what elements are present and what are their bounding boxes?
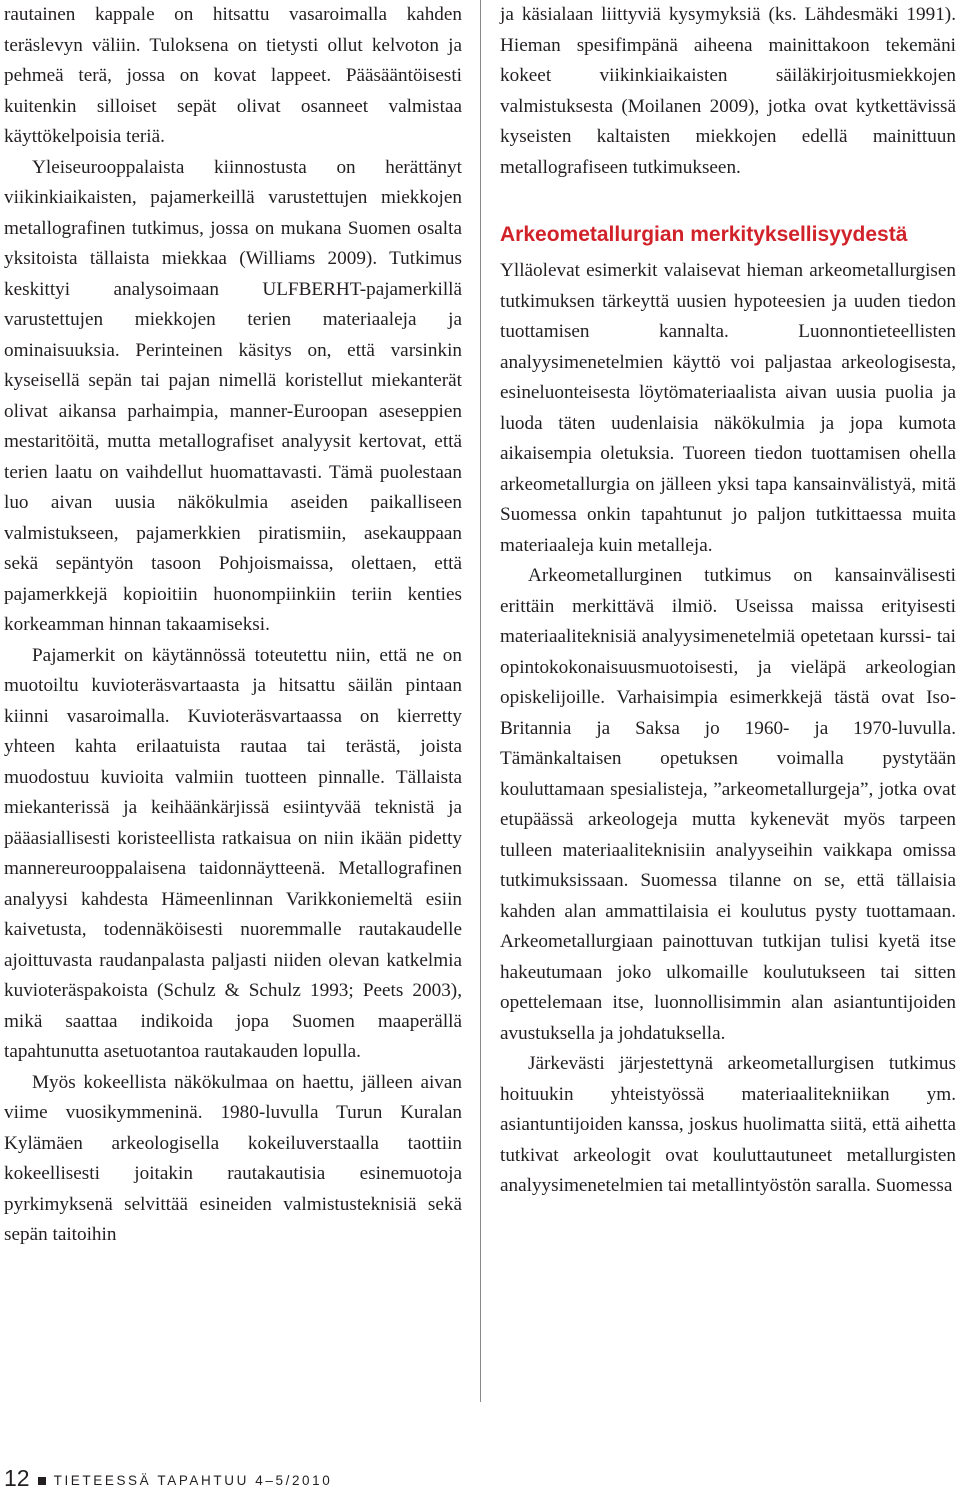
left-column [4, 0, 462, 1251]
paragraph: ja käsialaan liittyviä kysymyksiä (ks. Lähdesmäki 1991). Hieman spesifimpänä aiheena mainittakoon tekemäni kokeet viikinkiaikaisten säiläkirjoitusmiekkojen valmistuksesta (Moilanen 2009), jotka ovat kytkettävissä kyseisten kaltaisten miekkojen edellä mainittuun metallografiseen tutkimukseen. [500, 4, 956, 178]
page-number: 12 [4, 1465, 30, 1491]
paragraph: Arkeometallurginen tutkimus on kansainvälisesti erittäin merkittävä ilmiö. Useissa maissa erityisesti materiaaliteknisiä analyysimenetelmiä opetetaan kurssi- tai opintokokonaisuusmuotoisesti, ja vieläpä arkeologian opiskelijoille. Varhaisimpia esimerkkejä tästä ovat Iso-Britannia ja Saksa jo 1960- ja 1970-luvulla. Tämänkaltaisen opetuksen voimalla pystytään kouluttamaan spesialisteja, ”arkeometallurgeja”, jotka ovat etupäässä arkeologeja mutta kykenevät myös tarpeen tulleen materiaaliteknisiin analyyseihin vaikkapa omissa tutkimuksissaan. Suomessa tilanne on se, että tällaisia kahden alan ammattilaisia ei koulutus pysty tuottamaan. Arkeometallurgiaan painottuvan tutkijan tulisi kyetä itse hakeutumaan joko ulkomaille koulutukseen tai sitten opettelemaan itse, luonnollisimmin alan asiantuntijoiden avustuksella ja johdatuksella. [500, 565, 956, 1044]
paragraph: rautainen kappale on hitsattu vasaroimalla kahden teräslevyn väliin. Tuloksena on tietysti ollut kelvoton ja pehmeä terä, jossa on kovat lappeet. Pääsääntöisesti kuitenkin silloiset sepät olivat osanneet valmistaa käyttökelpoisia teriä. [4, 4, 462, 147]
paragraph: Pajamerkit on käytännössä toteutettu niin, että ne on muotoiltu kuvioteräsvartaasta ja hitsattu säilän pintaan kiinni vasaroimalla. Kuvioteräsvartaassa on kierretty yhteen kahta erilaatuista rautaa tai terästä, joista muodostuu kuvioita valmiin tuotteen pinnalle. Tällaista miekanterissä ja keihäänkärjissä esiintyvää teknistä ja pääasiallisesti koristeellista ratkaisua on niin ikään pidetty mannereurooppalaisena taidonnäytteenä. Metallografinen analyysi kahdesta Hämeenlinnan Varikkoniemeltä esiin kaivetusta, todennäköisesti nuoremmalle rautakaudelle ajoittuvasta raudanpalasta paljasti niiden olevan katkelmia kuvioteräspakoista (Schulz & Schulz 1993; Peets 2003), mikä saattaa indikoida jopa Suomen maaperällä tapahtunutta asetuotantoa rautakauden lopulla. [4, 644, 462, 1062]
right-column [500, 0, 956, 1202]
paragraph: Myös kokeellista näkökulmaa on haettu, jälleen aivan viime vuosikymmeninä. 1980-luvulla Turun Kuralan Kylämäen arkeologisella kokeiluverstaalla taottiin kokeellisesti joitakin rautakautisia esinemuotoja pyrkimyksenä selvittää esineiden valmistusteknisiä sekä sepän taitoihin [4, 1071, 462, 1245]
paragraph: Ylläolevat esimerkit valaisevat hieman arkeometallurgisen tutkimuksen tärkeyttä uusien hypoteesien ja uuden tiedon tuottamisen kannalta. Luonnontieteellisten analyysimenetelmien käyttö voi paljastaa arkeologisesta, esineluonteisesta löytömateriaalista aivan uusia puolia ja luoda täten uudenlaisia näkökulmia ja jopa kumota aikaisempia oletuksia. Tuoreen tiedon tuottamisen ohella arkeometallurgia on jälleen yksi tapa kansainvälistyä, mitä Suomessa onkin tapahtunut jo paljon tutkittaessa muita materiaaleja kuin metalleja. [500, 260, 956, 556]
magazine-issue: TIETEESSÄ TAPAHTUU 4–5/2010 [53, 1472, 333, 1488]
paragraph: Järkevästi järjestettynä arkeometallurgisen tutkimus hoituukin yhteistyössä materiaalitekniikan ym. asiantuntijoiden kanssa, joskus huolimatta siitä, että aihetta tutkivat arkeologit ovat kouluttautuneet metallurgisten analyysimenetelmien tai metallintyöstön saralla. Suomessa [500, 1053, 956, 1196]
section-heading: Arkeometallurgian merkityksellisyydestä [500, 223, 908, 246]
column-divider [480, 0, 481, 1402]
paragraph: Yleiseurooppalaista kiinnostusta on herättänyt viikinkiaikaisten, pajamerkeillä varustettujen miekkojen metallografinen tutkimus, jossa on mukana Suomen osalta yksitoista tällaista miekkaa (Williams 2009). Tutkimus keskittyi analysoimaan ULFBERHT-pajamerkillä varustettujen miekkojen terien materiaaleja ja ominaisuuksia. Perinteinen käsitys on, että varsinkin kyseisellä sepän tai pajan nimellä koristellut miekanterät olivat aikansa parhaimpia, manner-Euroopan aseseppien mestaritöitä, mutta metallografiset analyysit kertovat, että terien laatu on vaihdellut huomattavasti. Tämä puolestaan luo aivan uusia näkökulmia aseiden paikalliseen valmistukseen, pajamerkkien piratismiin, asekauppaan sekä sepäntyön tasoon Pohjoismaissa, olettaen, että pajamerkkejä kopioitiin huonompiinkiin teriin kenties korkeamman hinnan takaamiseksi. [4, 156, 462, 635]
square-bullet-icon [38, 1477, 46, 1485]
page-footer [4, 1466, 332, 1490]
